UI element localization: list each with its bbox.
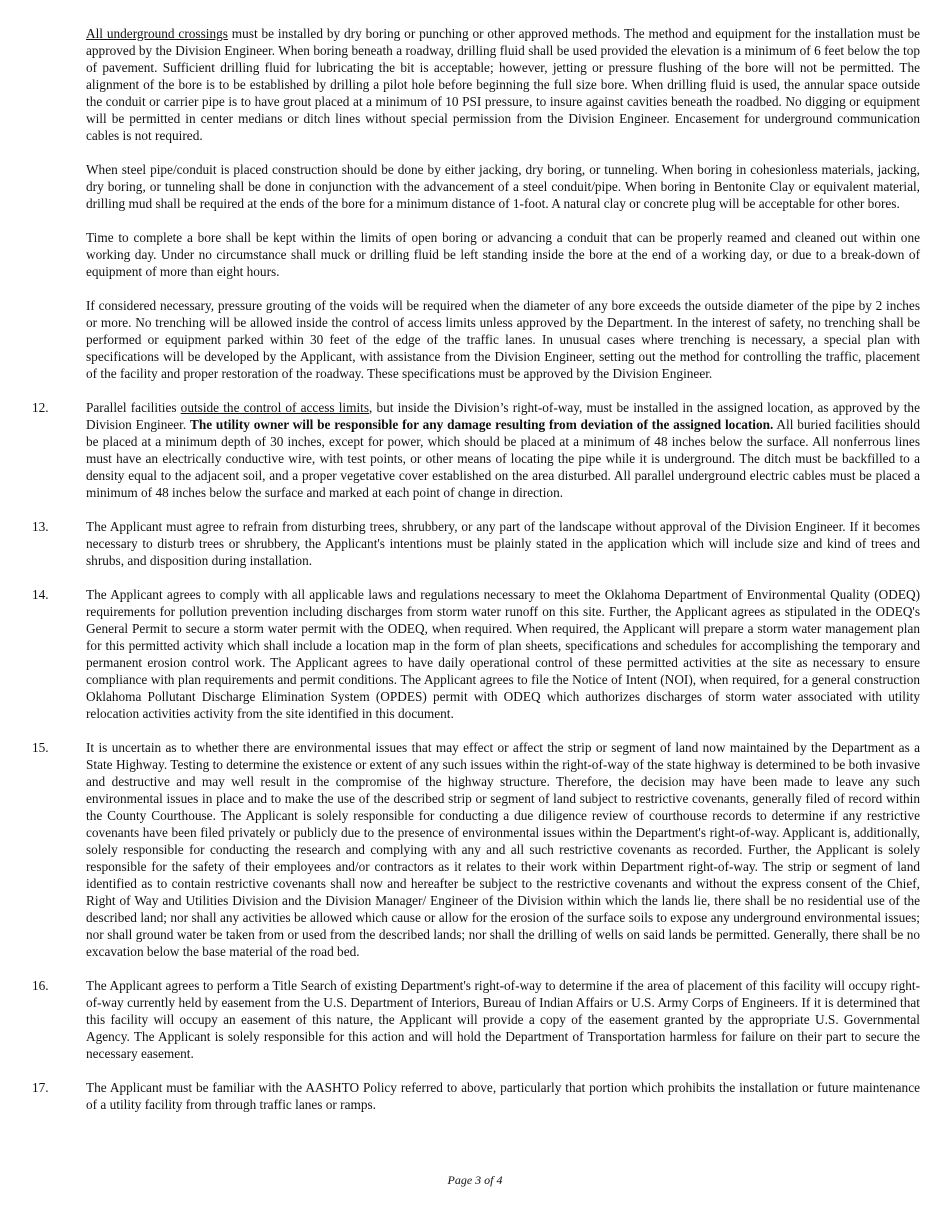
liability-statement: The utility owner will be responsible for any damage resulting from deviation of the assigned location. bbox=[189, 417, 774, 432]
item-text bbox=[86, 399, 920, 501]
paragraph-steel-pipe: When steel pipe/conduit is placed construction should be done by either jacking, dry boring, or tunneling. When boring in cohesionless materials, jacking, dry boring, or tunneling shall be done in conjunction with the advancement of a steel conduit/pipe. When boring in Bentonite Clay or equivalent material, drilling mud shall be required at the ends of the bore for a minimum distance of 1-foot. A natural clay or concrete plug will be acceptable for other bores. bbox=[86, 162, 920, 211]
paragraph-text: must be installed by dry boring or punching or other approved methods. The method and equipment for the installation must be approved by the Division Engineer. When boring beneath a roadway, drilling fluid shall be used provided the elevation is a minimum of 6 feet below the top of pavement. Sufficient drilling fluid for lubricating the bit is acceptable; however, jetting or pressure flushing of the bore will not be permitted. The alignment of the bore is to be established by drilling a pilot hole before beginning the full size bore. When drilling fluid is used, the annular space outside the conduit or carrier pipe is to have grout placed at a minimum of 10 PSI pressure, to insure against cavities beneath the roadbed. No digging or equipment will be permitted in center medians or ditch lines without special permission from the Division Engineer. Encasement for underground communication cables is not required. bbox=[86, 26, 920, 143]
item-number: 15. bbox=[32, 740, 49, 755]
list-item-14 bbox=[32, 586, 920, 722]
item-text: The Applicant agrees to comply with all applicable laws and regulations necessary to meet the Oklahoma Department of Environmental Quality (ODEQ) requirements for pollution prevention including discharges from storm water runoff on this site. Further, the Applicant agrees as stipulated in the ODEQ's General Permit to secure a storm water permit with the ODEQ, when required. When required, the Applicant will prepare a storm water management plan for this permitted activity which shall include a location map in the form of plan sheets, specifications and schedules for accomplishing the temporary and permanent erosion control work. The Applicant agrees to have daily operational control of these permitted activities at the site as necessary to ensure compliance with plan requirements and permit conditions. The Applicant agrees to file the Notice of Intent (NOI), when required, for a general construction Oklahoma Pollutant Discharge Elimination System (OPDES) permit with ODEQ which authorizes discharges of storm water associated with utility relocation activities activity from the site identified in this document. bbox=[86, 587, 920, 721]
item-number: 16. bbox=[32, 978, 49, 993]
item-number: 17. bbox=[32, 1080, 49, 1095]
list-item-16 bbox=[32, 977, 920, 1062]
item-text-part: Parallel facilities bbox=[86, 400, 181, 415]
page-number-footer: Page 3 of 4 bbox=[447, 1173, 503, 1187]
item-text: The Applicant agrees to perform a Title Search of existing Department's right-of-way to determine if the area of placement of this facility will occupy right-of-way currently held by easement from the U.S. Department of Interiors, Bureau of Indian Affairs or U.S. Army Corps of Engineers. If it is determined that this facility will occupy an easement of this nature, the Applicant will provide a copy of the easement granted by the appropriate U.S. Governmental Agency. The Applicant is solely responsible for this action and will hold the Department of Transportation harmless for failure on their part to secure the necessary easement. bbox=[86, 978, 920, 1061]
list-item-12 bbox=[32, 399, 920, 501]
list-item-13 bbox=[32, 518, 920, 569]
document-body bbox=[32, 25, 920, 1130]
list-item-17 bbox=[32, 1079, 920, 1113]
access-limits-underline: outside the control of access limits bbox=[180, 400, 370, 415]
item-text: The Applicant must be familiar with the AASHTO Policy referred to above, particularly that portion which prohibits the installation or future maintenance of a utility facility from through traffic lanes or ramps. bbox=[86, 1080, 920, 1112]
paragraph-pressure-grouting: If considered necessary, pressure grouting of the voids will be required when the diameter of any bore exceeds the outside diameter of the pipe by 2 inches or more. No trenching will be allowed inside the control of access limits unless approved by the Department. In the interest of safety, no trenching shall be performed or equipment parked within 30 feet of the edge of the traffic lanes. In unusual cases where trenching is necessary, a special plan with specifications will be developed by the Applicant, with assistance from the Division Engineer, setting out the method for controlling the traffic, placement of the facility and proper restoration of the roadway. These specifications must be approved by the Division Engineer. bbox=[86, 298, 920, 381]
item-number: 13. bbox=[32, 519, 49, 534]
paragraph-bore-time: Time to complete a bore shall be kept within the limits of open boring or advancing a conduit that can be properly reamed and cleaned out within one working day. Under no circumstance shall muck or drilling fluid be left standing inside the bore at the end of a working day, or due to a break-down of equipment of more than eight hours. bbox=[86, 230, 920, 279]
item-text-part: , but inside the Division’s right-of-way, must be installed in the assigned location, as approved by the Division Engineer. bbox=[86, 400, 920, 432]
paragraph-underground-crossings bbox=[86, 25, 920, 144]
item-text: It is uncertain as to whether there are environmental issues that may effect or affect the strip or segment of land now maintained by the Department as a State Highway. Testing to determine the existence or extent of any such issues within the right-of-way of the state highway is determined to be both invasive and destructive and may well result in the compromise of the highway structure. Therefore, the decision may have been made to leave any such environmental issues in place and to make the use of the described strip or segment of land subject to restrictive covenants, generally filed of record within the County Courthouse. The Applicant is solely responsible for conducting a due diligence review of courthouse records to determine if any restrictive covenants have been filed privately or publicly due to the presence of environmental issues within the Department's right-of-way. Applicant is, additionally, solely responsible for conducting the research and complying with any and all such restrictive covenants as recorded. Further, the Applicant is solely responsible for the safety of their employees and/or contractors as it relates to their work within Department right-of-way. The strip or segment of land identified as to contain restrictive covenants shall now and hereafter be subject to the restrictive covenants and without the express consent of the Chief, Right of Way and Utilities Division and the Division Manager/ Engineer of the Division within which the lands lie, there shall be no residential use of the described land; nor shall any activities be allowed which cause or allow for the erosion of the surface soils to expose any underground environmental issues; nor shall ground water be taken from or used from the described lands; nor shall the drilling of wells on said lands be permitted. Generally, there shall be no excavation below the base material of the road bed. bbox=[86, 740, 920, 959]
item-number: 14. bbox=[32, 587, 49, 602]
item-text: The Applicant must agree to refrain from disturbing trees, shrubbery, or any part of the landscape without approval of the Division Engineer. If it becomes necessary to disturb trees or shrubbery, the Applicant's intentions must be plainly stated in the application which will include size and kind of trees and shrubs, and disposition during installation. bbox=[86, 519, 920, 568]
list-item-15 bbox=[32, 739, 920, 960]
underground-crossings-heading: All underground crossings bbox=[86, 26, 228, 41]
item-text-part: All buried facilities should be placed at a minimum depth of 30 inches, except for power, which should be placed at a minimum of 48 inches below the surface. All nonferrous lines must have an electrically conductive wire, with test points, or other means of locating the pipe while it is underground. The ditch must be backfilled to a density equal to the adjacent soil, and a proper vegetative cover established on the area disturbed. All parallel underground electric cables must be placed a minimum of 48 inches below the surface and marked at each point of change in direction. bbox=[86, 417, 920, 500]
item-number: 12. bbox=[32, 400, 49, 415]
